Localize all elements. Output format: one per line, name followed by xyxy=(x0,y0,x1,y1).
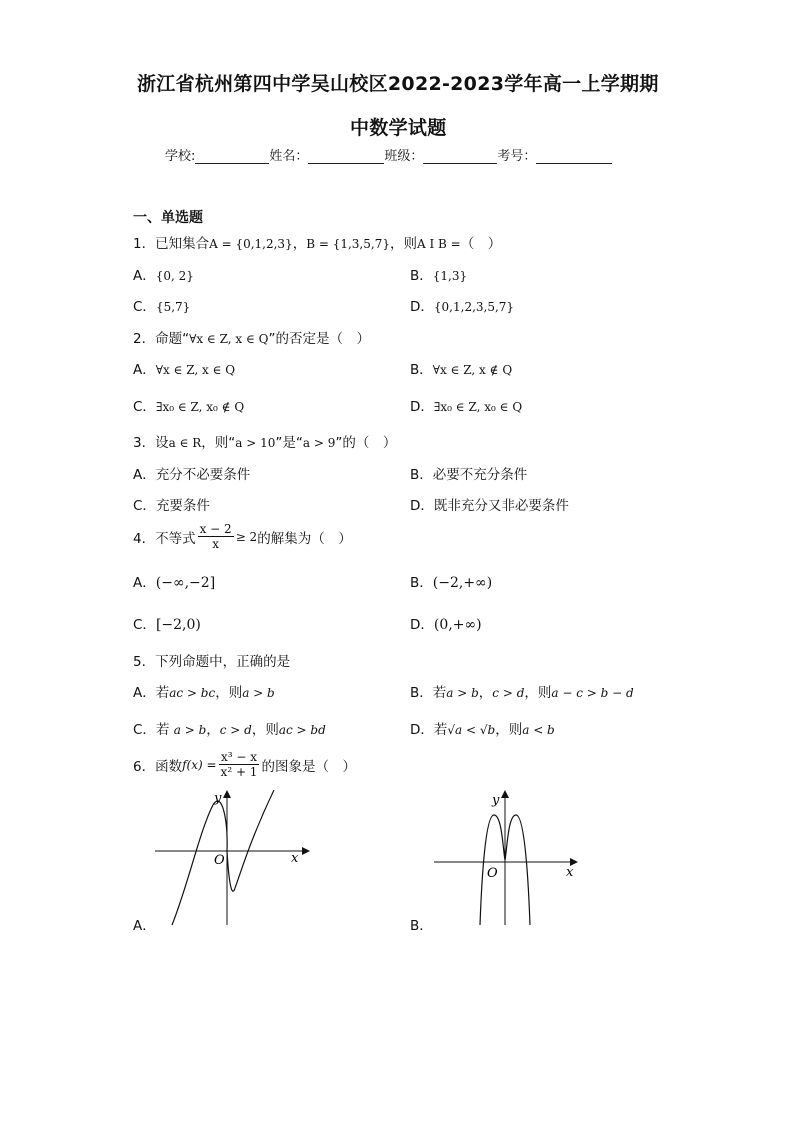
option-text: (−2,+∞) xyxy=(432,575,493,591)
q6-graph-a[interactable] xyxy=(150,790,310,930)
q6-prefix: 6．函数 xyxy=(133,758,183,775)
school-label: 学校: xyxy=(165,149,196,164)
title-line-2: 中数学试题 xyxy=(350,117,447,139)
number-label: 考号： xyxy=(497,149,537,164)
axis-x-label: x xyxy=(291,851,299,866)
option-text: (0,+∞) xyxy=(433,617,482,633)
q3-mid2: ”是“ xyxy=(275,435,303,451)
q1-mid: ，则 xyxy=(389,236,417,252)
q4-option-a[interactable] xyxy=(133,571,215,591)
option-label: D． xyxy=(410,617,434,633)
option-label: B． xyxy=(410,575,433,591)
option-text: {5,7} xyxy=(155,300,191,314)
name-field[interactable] xyxy=(308,149,384,164)
number-field[interactable] xyxy=(536,149,612,164)
q3-q: a > 9 xyxy=(302,436,336,450)
option-text: ∃x₀ ∈ Z, x₀ ∉ Q xyxy=(155,400,245,414)
option-text: {0,1,2,3,5,7} xyxy=(433,300,515,314)
q1-prefix: 1．已知集合 xyxy=(133,236,210,252)
question-6-stem xyxy=(133,750,356,779)
option-label: B． xyxy=(410,467,433,483)
q6-fraction xyxy=(219,750,260,779)
option-math-1: a > b xyxy=(173,723,207,737)
section-title: 一、单选题 xyxy=(133,210,203,226)
q6-option-b-label[interactable]: B． xyxy=(410,918,433,934)
option-math-3: ac > bd xyxy=(278,723,326,737)
option-label: C． xyxy=(133,722,156,738)
q1-option-c[interactable] xyxy=(133,295,190,315)
q6-denominator: x² + 1 xyxy=(220,765,258,779)
option-text: 必要不充分条件 xyxy=(432,467,528,483)
q2-suffix: ”的否定是（ ） xyxy=(268,331,370,347)
q1-expr: A I B = xyxy=(416,237,461,251)
q4-prefix: 4．不等式 xyxy=(133,530,196,547)
option-label: B． xyxy=(410,268,433,284)
q3-option-d[interactable] xyxy=(410,494,569,514)
option-math-2: c > d xyxy=(492,686,525,700)
q3-suffix: ”的（ ） xyxy=(335,435,397,451)
option-text: {0, 2} xyxy=(155,269,194,283)
q1-option-d[interactable] xyxy=(410,295,514,315)
x-axis-arrow-icon xyxy=(302,847,310,855)
option-label: A． xyxy=(133,268,156,284)
q1-option-b[interactable] xyxy=(410,264,467,284)
option-label: C． xyxy=(133,399,156,415)
name-label: 姓名： xyxy=(269,149,309,164)
option-text: 既非充分又非必要条件 xyxy=(433,498,569,514)
question-4-stem xyxy=(133,522,352,551)
option-math-1: a > b xyxy=(446,686,479,700)
option-label: D． xyxy=(410,299,434,315)
option-pre: 若 xyxy=(155,722,174,738)
axis-y-label: y xyxy=(492,793,500,808)
q1-set-b: B = {1,3,5,7} xyxy=(306,237,390,251)
q2-option-b[interactable] xyxy=(410,358,512,378)
q5-option-d[interactable] xyxy=(410,718,555,738)
question-2-stem xyxy=(133,327,370,347)
q6-function-name: f(x) = xyxy=(182,757,217,772)
q4-option-b[interactable] xyxy=(410,571,492,591)
option-label: A． xyxy=(133,467,156,483)
q6-option-a-label[interactable]: A． xyxy=(133,918,156,934)
q2-option-c[interactable] xyxy=(133,395,244,415)
q5-option-c[interactable] xyxy=(133,718,326,738)
option-text: ∀x ∈ Z, x ∈ Q xyxy=(155,363,236,377)
title-line-1: 浙江省杭州第四中学吴山校区2022-2023学年高一上学期期 xyxy=(137,73,659,95)
q6-numerator: x³ − x xyxy=(220,750,258,764)
axis-y-label: y xyxy=(214,791,222,806)
option-pre: 若 xyxy=(433,722,448,738)
y-axis-arrow-icon xyxy=(223,790,231,798)
origin-label: O xyxy=(214,853,225,868)
q4-fraction xyxy=(198,522,234,551)
option-text: {1,3} xyxy=(432,269,468,283)
q1-option-a[interactable] xyxy=(133,264,194,284)
option-math-1: √a < √b xyxy=(447,723,496,737)
class-field[interactable] xyxy=(423,149,497,164)
q3-p: a > 10 xyxy=(235,436,276,450)
q2-expr: ∀x ∈ Z, x ∈ Q xyxy=(189,332,269,346)
q4-relation: ≥ 2 xyxy=(235,529,258,544)
option-math-3: a − c > b − d xyxy=(551,686,634,700)
school-field[interactable] xyxy=(195,149,269,164)
q3-mid1: ，则“ xyxy=(201,435,236,451)
option-math-2: a > b xyxy=(242,686,275,700)
q1-comma: ， xyxy=(292,236,307,252)
option-mid: ， xyxy=(206,722,220,738)
q6-graph-b[interactable] xyxy=(430,790,580,930)
option-label: A． xyxy=(133,362,156,378)
option-math-2: c > d xyxy=(219,723,252,737)
option-math-1: ac > bc xyxy=(169,686,216,700)
question-5-stem: 5．下列命题中，正确的是 xyxy=(133,654,291,670)
option-label: A． xyxy=(133,575,156,591)
q3-prefix: 3．设 xyxy=(133,435,169,451)
option-text: 充分不必要条件 xyxy=(155,467,251,483)
q3-option-a[interactable] xyxy=(133,463,250,483)
option-text: [−2,0) xyxy=(155,617,201,633)
option-text: (−∞,−2] xyxy=(155,575,216,591)
q5-option-b[interactable] xyxy=(410,681,634,701)
question-1-stem xyxy=(133,232,501,252)
question-3-stem xyxy=(133,431,396,451)
q1-set-a: A = {0,1,2,3} xyxy=(209,237,293,251)
option-label: B． xyxy=(410,685,433,701)
q4-option-c[interactable] xyxy=(133,613,201,633)
option-label: A． xyxy=(133,685,156,701)
option-text: ∀x ∈ Z, x ∉ Q xyxy=(432,363,513,377)
option-label: C． xyxy=(133,498,156,514)
option-label: D． xyxy=(410,722,434,738)
q4-denominator: x xyxy=(212,537,220,551)
q1-paren: （ ） xyxy=(460,236,502,252)
option-label: D． xyxy=(410,498,434,514)
option-mid: ，则 xyxy=(215,685,243,701)
q2-option-d[interactable] xyxy=(410,395,522,415)
class-label: 班级： xyxy=(384,149,424,164)
q5-option-a[interactable] xyxy=(133,681,275,701)
option-tail: ，则 xyxy=(524,685,552,701)
q2-prefix: 2．命题“ xyxy=(133,331,190,347)
option-label: D． xyxy=(410,399,434,415)
option-pre: 若 xyxy=(155,685,170,701)
q4-option-d[interactable] xyxy=(410,613,482,633)
q4-suffix: 的解集为（ ） xyxy=(257,530,352,547)
option-mid: ， xyxy=(478,685,493,701)
option-math-2: a < b xyxy=(522,723,555,737)
option-text: 充要条件 xyxy=(155,498,210,514)
q3-option-b[interactable] xyxy=(410,463,527,483)
q3-option-c[interactable] xyxy=(133,494,210,514)
q2-option-a[interactable] xyxy=(133,358,235,378)
y-axis-arrow-icon xyxy=(501,790,509,798)
student-info-row xyxy=(165,145,612,164)
option-label: B． xyxy=(410,362,433,378)
option-label: C． xyxy=(133,617,156,633)
option-label: C． xyxy=(133,299,156,315)
origin-label: O xyxy=(487,866,498,881)
q4-numerator: x − 2 xyxy=(199,522,232,536)
q3-cond: a ∈ R xyxy=(168,436,202,450)
option-mid: ，则 xyxy=(495,722,523,738)
axis-x-label: x xyxy=(566,865,574,880)
option-tail: ，则 xyxy=(251,722,279,738)
option-pre: 若 xyxy=(432,685,447,701)
q6-suffix: 的图象是（ ） xyxy=(261,758,356,775)
option-text: ∃x₀ ∈ Z, x₀ ∈ Q xyxy=(433,400,523,414)
